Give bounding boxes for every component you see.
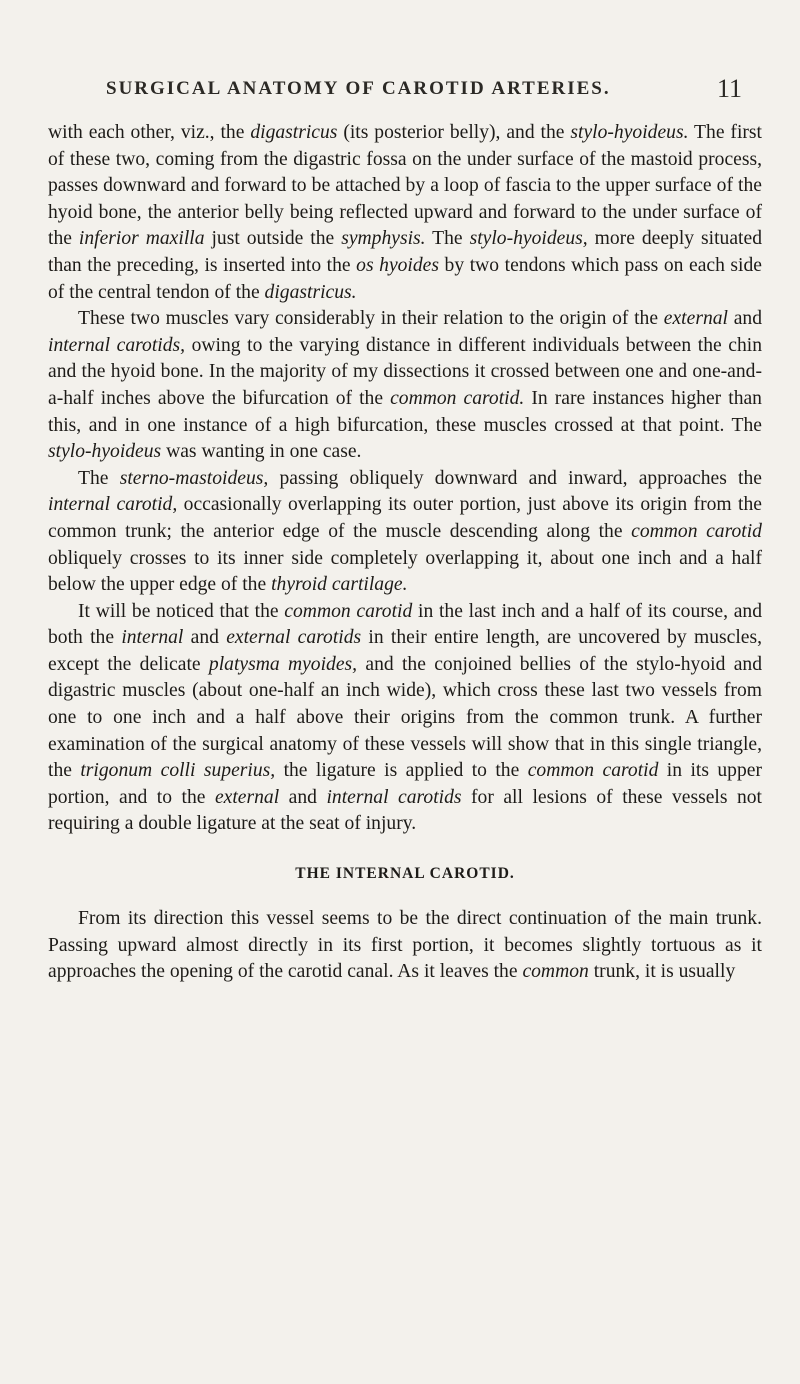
italic-term: internal carotid, [48, 494, 178, 516]
italic-term: trigonum colli superius, [80, 760, 276, 782]
text-run: The first of these two, coming from the digastric fossa on the under surface of the mastoid process, passes downward and forward to be attached by a loop of fascia to the upper surface of the hyoid bone, the anterior belly being reflected upward and forward to the under surface of the [48, 122, 762, 250]
paragraph [48, 306, 762, 466]
section-heading: THE INTERNAL CAROTID. [295, 865, 515, 883]
italic-term: thyroid cartilage. [271, 574, 408, 596]
text-run: It will be noticed that the [78, 600, 285, 622]
text-run: trunk, it is usually [588, 961, 736, 983]
text-run: just outside the [204, 228, 342, 250]
text-run: The [78, 467, 120, 489]
italic-term: common [522, 961, 589, 983]
text-run: the ligature is applied to the [275, 760, 528, 782]
text-run: for all lesions of these vessels not requiring a double ligature at the seat of injury. [48, 786, 762, 835]
text-run: and [183, 627, 227, 649]
paragraph [48, 906, 762, 986]
paragraph [48, 599, 762, 838]
italic-term: platysma myoides, [208, 653, 358, 675]
text-run: in their entire length, are uncovered by muscles, except the delicate [48, 627, 763, 675]
italic-term: common carotid. [390, 387, 525, 409]
italic-term: stylo-hyoideus, [469, 228, 588, 250]
italic-term: external [214, 786, 280, 808]
italic-term: internal carotids [326, 786, 462, 808]
text-run: These two muscles vary considerably in their relation to the origin of the [78, 308, 664, 330]
text-run: and the conjoined bellies of the stylo-hyoid and digastric muscles (about one-half an inch wide), which cross these last two vessels from one to one inch and a half above their origins from the common trunk. A further examination of the surgical anatomy of these vessels will show that in this single triangle, the [48, 653, 762, 782]
text-run: passing obliquely downward and inward, approaches the [268, 467, 762, 489]
running-title: SURGICAL ANATOMY OF CAROTID ARTERIES. [106, 78, 611, 99]
italic-term: sterno-mastoideus, [119, 467, 269, 489]
text-run: and [727, 308, 762, 330]
text-run: From its direction this vessel seems to be the direct continuation of the main trunk. Passing upward almost directly in its first portion, it becomes slightly tortuous as it approaches the opening of the carotid canal. As it leaves the [48, 908, 762, 983]
italic-term: internal [121, 627, 184, 649]
italic-term: internal carotids, [48, 334, 186, 356]
italic-term: stylo-hyoideus [48, 441, 162, 463]
page-number: 11 [716, 74, 742, 103]
italic-term: os hyoides [356, 254, 439, 276]
italic-term: common carotid [527, 760, 659, 782]
text-run: In rare instances higher than this, and in one instance of a high bifurcation, these muscles crossed at that point. The [48, 387, 762, 436]
text-run: obliquely crosses to its inner side completely overlapping it, about one inch and a half below the upper edge of the [48, 547, 762, 596]
text-run: The [425, 228, 470, 250]
italic-term: digastricus. [264, 281, 357, 303]
text-run: (its posterior belly), and the [337, 122, 571, 143]
italic-term: digastricus [250, 122, 338, 143]
text-run: was wanting in one case. [161, 441, 362, 463]
paragraph [48, 120, 762, 306]
text-run: with each other, viz., the [48, 122, 251, 143]
text-run: in the last inch and a half of its course, and both the [48, 600, 763, 649]
text-run: more deeply situated than the preceding, is inserted into the [48, 228, 762, 276]
italic-term: common carotid [631, 520, 762, 542]
italic-term: external carotids [226, 627, 362, 649]
italic-term: stylo-hyoideus. [570, 122, 689, 143]
italic-term: common carotid [284, 600, 413, 622]
text-run: by two tendons which pass on each side of the central tendon of the [48, 254, 762, 303]
paragraph [48, 466, 762, 599]
text-run: in its upper portion, and to the [48, 760, 762, 808]
body-text [48, 120, 762, 986]
text-run: and [279, 786, 327, 808]
italic-term: symphysis. [341, 228, 426, 250]
text-run: occasionally overlapping its outer portion, just above its origin from the common trunk; the anterior edge of the muscle descending along the [48, 494, 762, 542]
paragraphs-before-heading [48, 120, 762, 838]
paragraphs-after-heading [48, 906, 762, 986]
text-run: owing to the varying distance in different individuals between the chin and the hyoid bone. In the majority of my dissections it crossed between one and one-and-a-half inches above the bifurcation of the [48, 334, 762, 409]
italic-term: external [663, 308, 728, 330]
italic-term: inferior maxilla [78, 228, 205, 250]
running-head [46, 76, 742, 106]
